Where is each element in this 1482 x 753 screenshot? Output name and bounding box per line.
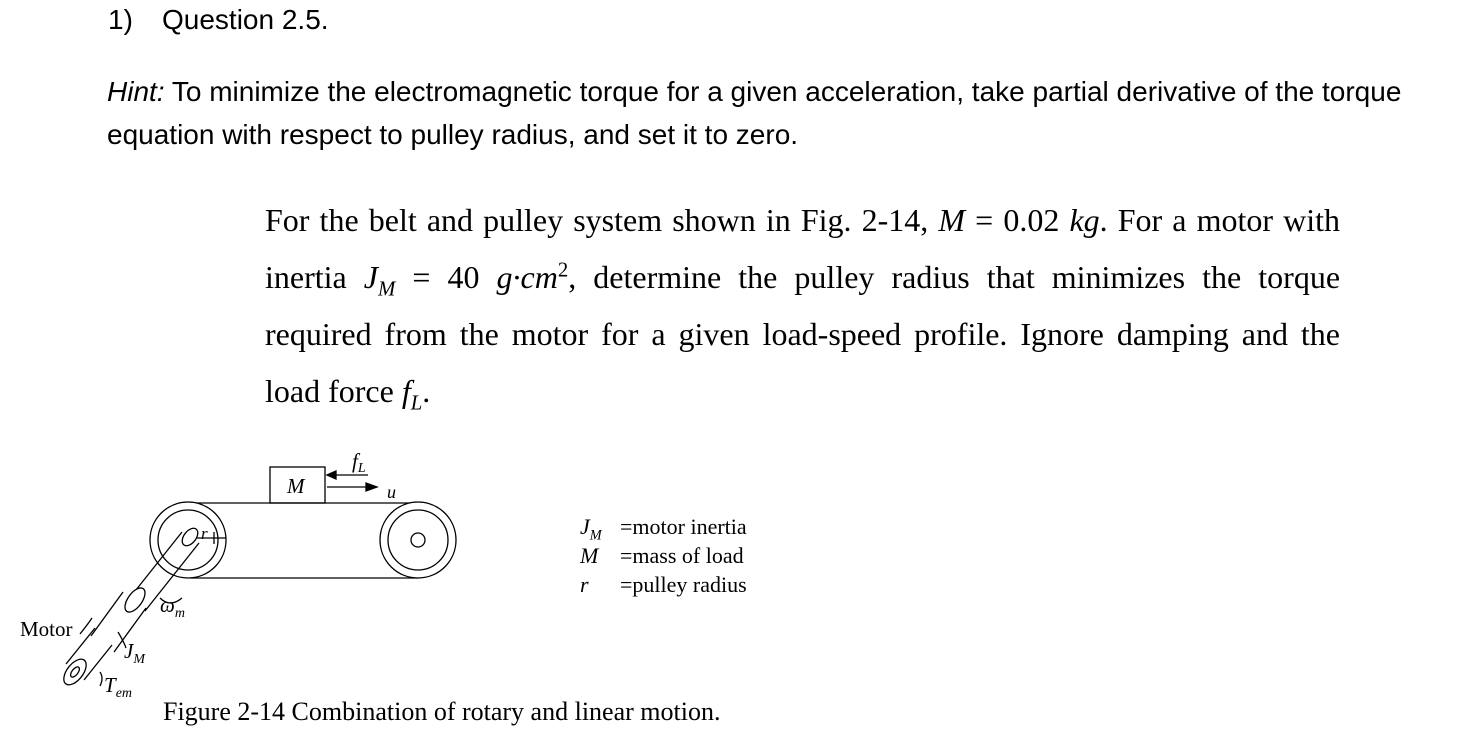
- force-arrow-head: [327, 471, 336, 479]
- motor-label: Motor: [20, 617, 73, 641]
- idler-pulley-outer: [380, 502, 456, 578]
- legend-text: =mass of load: [620, 543, 744, 568]
- problem-text-2: = 0.02: [965, 202, 1070, 238]
- problem-text-1: For the belt and pulley system shown in Fig. 2-14,: [265, 202, 939, 238]
- block-label: M: [287, 474, 305, 498]
- inertia-subscript: M: [378, 277, 396, 301]
- problem-text-5: , determine the pulley radius that minimizes the torque required from the motor for a given load-speed profile. Ignore damping and the load force: [265, 259, 1341, 409]
- force-symbol: f: [401, 373, 411, 409]
- velocity-arrow-head: [366, 483, 377, 491]
- hint-label: Hint:: [107, 76, 165, 107]
- hint-text: To minimize the electromagnetic torque for a given acceleration, take partial derivative of the torque equation with respect to pulley radius, and set it to zero.: [107, 76, 1402, 150]
- figure-caption: Figure 2-14 Combination of rotary and linear motion.: [163, 697, 721, 726]
- legend-text: =motor inertia: [620, 514, 747, 539]
- radius-label: r: [201, 524, 208, 543]
- legend-text: =pulley radius: [620, 572, 747, 597]
- torque-label: $T_{em}$: [104, 673, 133, 701]
- problem-text-6: .: [422, 373, 431, 409]
- legend-row: [580, 541, 747, 570]
- motor-leader: [80, 618, 92, 634]
- inertia-exponent: 2: [557, 258, 569, 282]
- mass-unit: kg: [1069, 202, 1100, 238]
- torque-leader: [100, 672, 102, 686]
- velocity-label: u: [387, 482, 396, 502]
- inertia-figure-label: $J_M$: [124, 639, 145, 667]
- force-subscript: L: [410, 391, 423, 415]
- problem-statement: [265, 192, 1340, 420]
- legend-symbol: $J_M$: [580, 514, 602, 544]
- inertia-symbol: J: [363, 259, 378, 295]
- inertia-unit: g·cm: [496, 259, 558, 295]
- problem-text-3: . For a motor with inertia: [265, 202, 1341, 295]
- legend-symbol: r: [580, 572, 589, 597]
- belt-pulley-figure: [0, 440, 560, 705]
- collar-edge-top: [91, 592, 123, 636]
- force-label: fL: [352, 449, 366, 476]
- motor-end-face: [59, 655, 90, 688]
- problem-text-4: = 40: [395, 259, 497, 295]
- omega-label: $\omega_m$: [160, 593, 185, 621]
- question-number: 1): [108, 4, 133, 35]
- hint-paragraph: [107, 70, 1477, 156]
- question-heading: [108, 4, 329, 36]
- legend-row: [580, 570, 747, 599]
- question-title: Question 2.5.: [162, 4, 329, 35]
- legend-row: [580, 512, 747, 544]
- mass-symbol: M: [938, 202, 966, 238]
- figure-legend: [580, 512, 747, 599]
- legend-symbol: M: [580, 543, 599, 568]
